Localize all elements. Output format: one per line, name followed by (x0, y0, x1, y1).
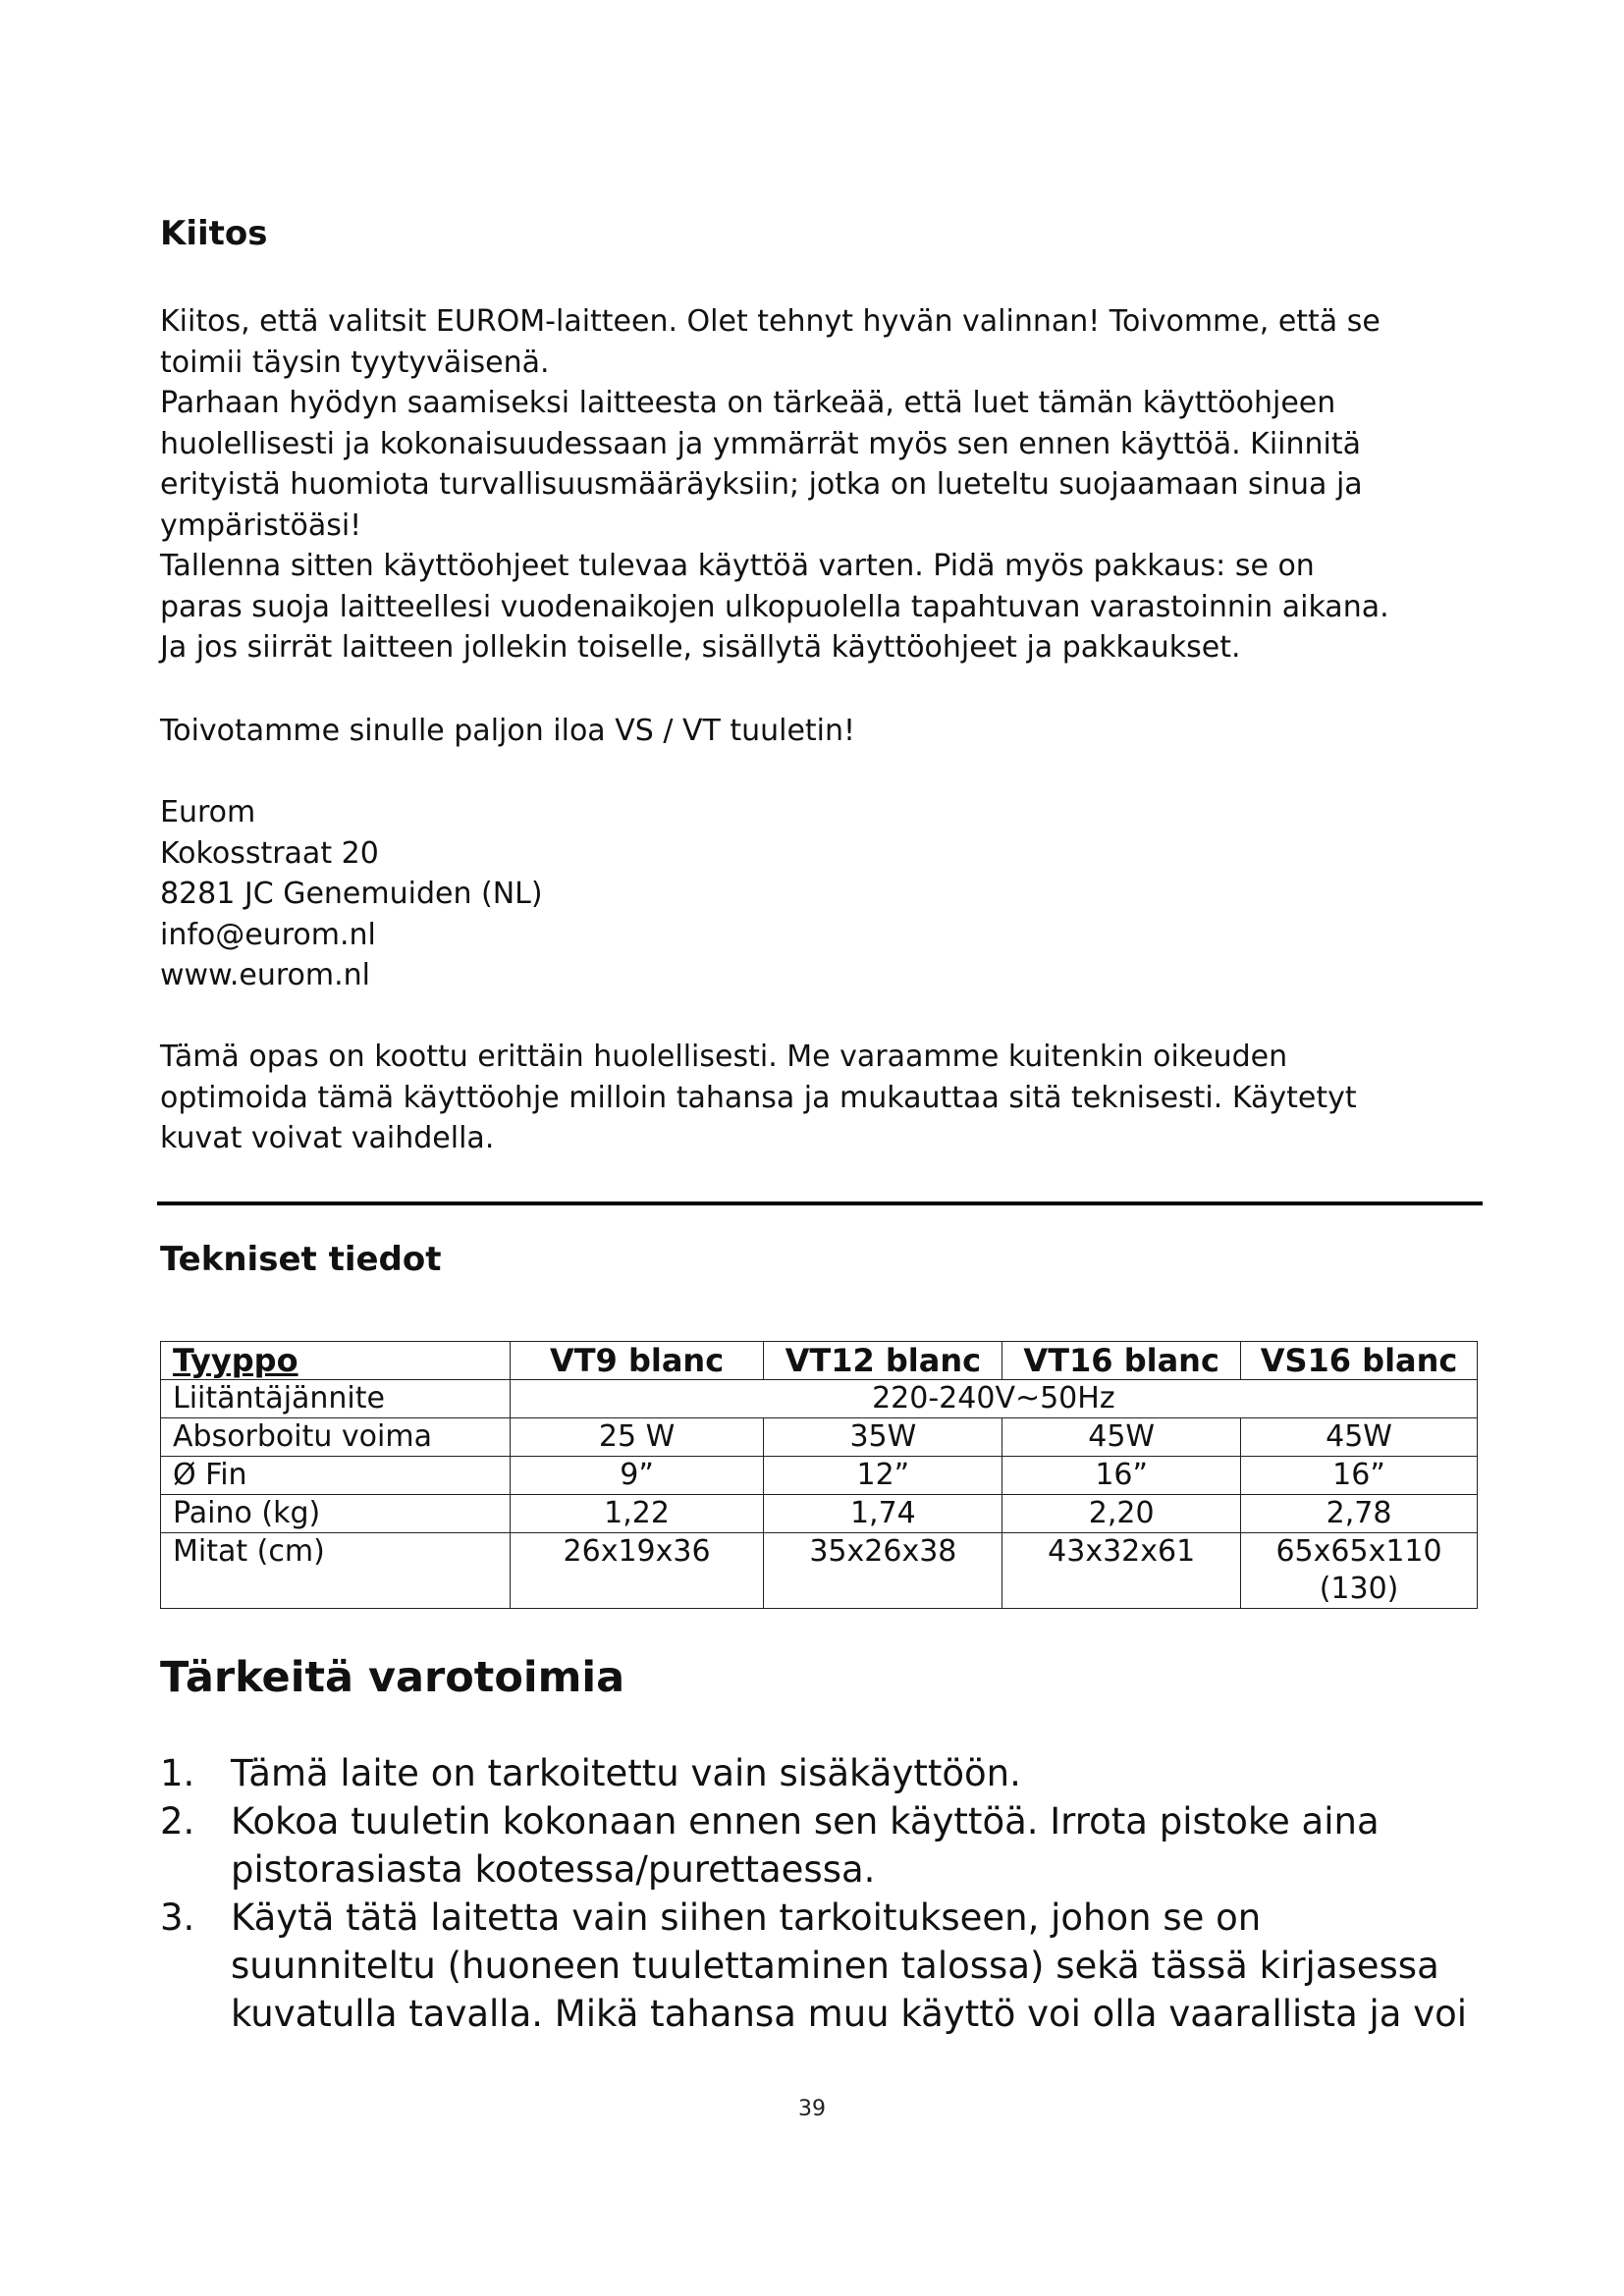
intro-line: Ja jos siirrät laitteen jollekin toiselle, sisällytä käyttöohjeet ja pakkaukset. (160, 630, 1241, 665)
table-header-row (161, 1342, 1478, 1380)
disclaimer-line: Tämä opas on koottu erittäin huolellisesti. Me varaamme kuitenkin oikeuden (160, 1040, 1288, 1074)
row-label: Mitat (cm) (161, 1533, 511, 1609)
list-item-line: kuvatulla tavalla. Mikä tahansa muu käyttö voi olla vaarallista ja voi (231, 1993, 1468, 2035)
table-cell: 9” (510, 1457, 764, 1495)
precautions-list (160, 1749, 1495, 2038)
street-address: Kokosstraat 20 (160, 835, 379, 871)
table-row (161, 1418, 1478, 1457)
list-item-line: Kokoa tuuletin kokonaan ennen sen käyttöä. Irrota pistoke aina (231, 1800, 1380, 1842)
table-cell: 35x26x38 (764, 1533, 1002, 1609)
list-item-line: suunniteltu (huoneen tuulettaminen talossa) sekä tässä kirjasessa (231, 1945, 1439, 1987)
list-item (160, 1749, 1495, 1797)
list-item-line: pistorasiasta kootessa/purettaessa. (231, 1848, 876, 1891)
row-label: Absorboitu voima (161, 1418, 511, 1457)
disclaimer-paragraph (160, 1037, 1495, 1159)
intro-line: ympäristöäsi! (160, 507, 362, 543)
row-label: Ø Fin (161, 1457, 511, 1495)
table-cell (1241, 1533, 1478, 1609)
intro-line: Tallenna sitten käyttöohjeet tulevaa käyttöä varten. Pidä myös pakkaus: se on (160, 549, 1315, 583)
company-address (160, 792, 1495, 996)
table-cell: 35W (764, 1418, 1002, 1457)
table-header-cell: VS16 blanc (1241, 1342, 1478, 1380)
disclaimer-line: optimoida tämä käyttöohje milloin tahansa ja mukauttaa sitä teknisesti. Käytetyt (160, 1080, 1357, 1115)
page-number: 39 (798, 2097, 826, 2121)
table-cell: 45W (1002, 1418, 1241, 1457)
table-header-cell: VT12 blanc (764, 1342, 1002, 1380)
list-item-line: Käytä tätä laitetta vain siihen tarkoitukseen, johon se on (231, 1896, 1262, 1939)
table-header-cell: Tyyppo (161, 1342, 511, 1380)
intro-line: toimii täysin tyytyväisenä. (160, 345, 550, 380)
cell-line: 65x65x110 (1275, 1534, 1442, 1569)
list-item-number: 3. (160, 1896, 195, 1939)
section-divider (157, 1201, 1483, 1205)
precautions-heading: Tärkeitä varotoimia (160, 1653, 625, 1702)
intro-line: huolellisesti ja kokonaisuudessaan ja ymmärrät myös sen ennen käyttöä. Kiinnitä (160, 426, 1362, 461)
company-name: Eurom (160, 795, 256, 829)
table-cell: 26x19x36 (510, 1533, 764, 1609)
table-cell: 43x32x61 (1002, 1533, 1241, 1609)
list-item-line: Tämä laite on tarkoitettu vain sisäkäyttöön. (231, 1752, 1021, 1794)
intro-line: Parhaan hyödyn saamiseksi laitteesta on tärkeää, että luet tämän käyttöohjeen (160, 386, 1336, 420)
table-header-cell: VT9 blanc (510, 1342, 764, 1380)
table-row (161, 1495, 1478, 1533)
email-address: info@eurom.nl (160, 917, 376, 952)
postal-city: 8281 JC Genemuiden (NL) (160, 877, 543, 911)
list-item-number: 2. (160, 1800, 195, 1842)
list-item (160, 1797, 1495, 1894)
table-cell: 12” (764, 1457, 1002, 1495)
disclaimer-line: kuvat voivat vaihdella. (160, 1121, 495, 1155)
specs-heading: Tekniset tiedot (160, 1240, 442, 1279)
row-label: Liitäntäjännite (161, 1380, 511, 1418)
wish-paragraph (160, 711, 1495, 752)
table-cell: 16” (1241, 1457, 1478, 1495)
table-header-cell: VT16 blanc (1002, 1342, 1241, 1380)
table-cell: 2,20 (1002, 1495, 1241, 1533)
list-item-number: 1. (160, 1752, 195, 1794)
table-row (161, 1380, 1478, 1418)
table-cell: 45W (1241, 1418, 1478, 1457)
table-row (161, 1533, 1478, 1609)
table-cell: 16” (1002, 1457, 1241, 1495)
intro-paragraph (160, 301, 1495, 668)
row-label: Paino (kg) (161, 1495, 511, 1533)
intro-line: paras suoja laitteellesi vuodenaikojen ulkopuolella tapahtuvan varastoinnin aikana. (160, 589, 1389, 624)
table-cell: 1,74 (764, 1495, 1002, 1533)
intro-line: erityistä huomiota turvallisuusmääräyksiin; jotka on lueteltu suojaamaan sinua ja (160, 467, 1363, 502)
thanks-heading: Kiitos (160, 214, 268, 253)
table-cell: 25 W (510, 1418, 764, 1457)
cell-line: (130) (1319, 1572, 1399, 1606)
website-address: www.eurom.nl (160, 958, 370, 992)
table-cell: 1,22 (510, 1495, 764, 1533)
table-cell: 220-240V~50Hz (510, 1380, 1477, 1418)
intro-line: Kiitos, että valitsit EUROM-laitteen. Olet tehnyt hyvän valinnan! Toivomme, että se (160, 304, 1380, 339)
list-item (160, 1894, 1495, 2038)
wish-text: Toivotamme sinulle paljon iloa VS / VT tuuletin! (160, 714, 856, 748)
specs-table (160, 1341, 1478, 1609)
table-row (161, 1457, 1478, 1495)
table-cell: 2,78 (1241, 1495, 1478, 1533)
